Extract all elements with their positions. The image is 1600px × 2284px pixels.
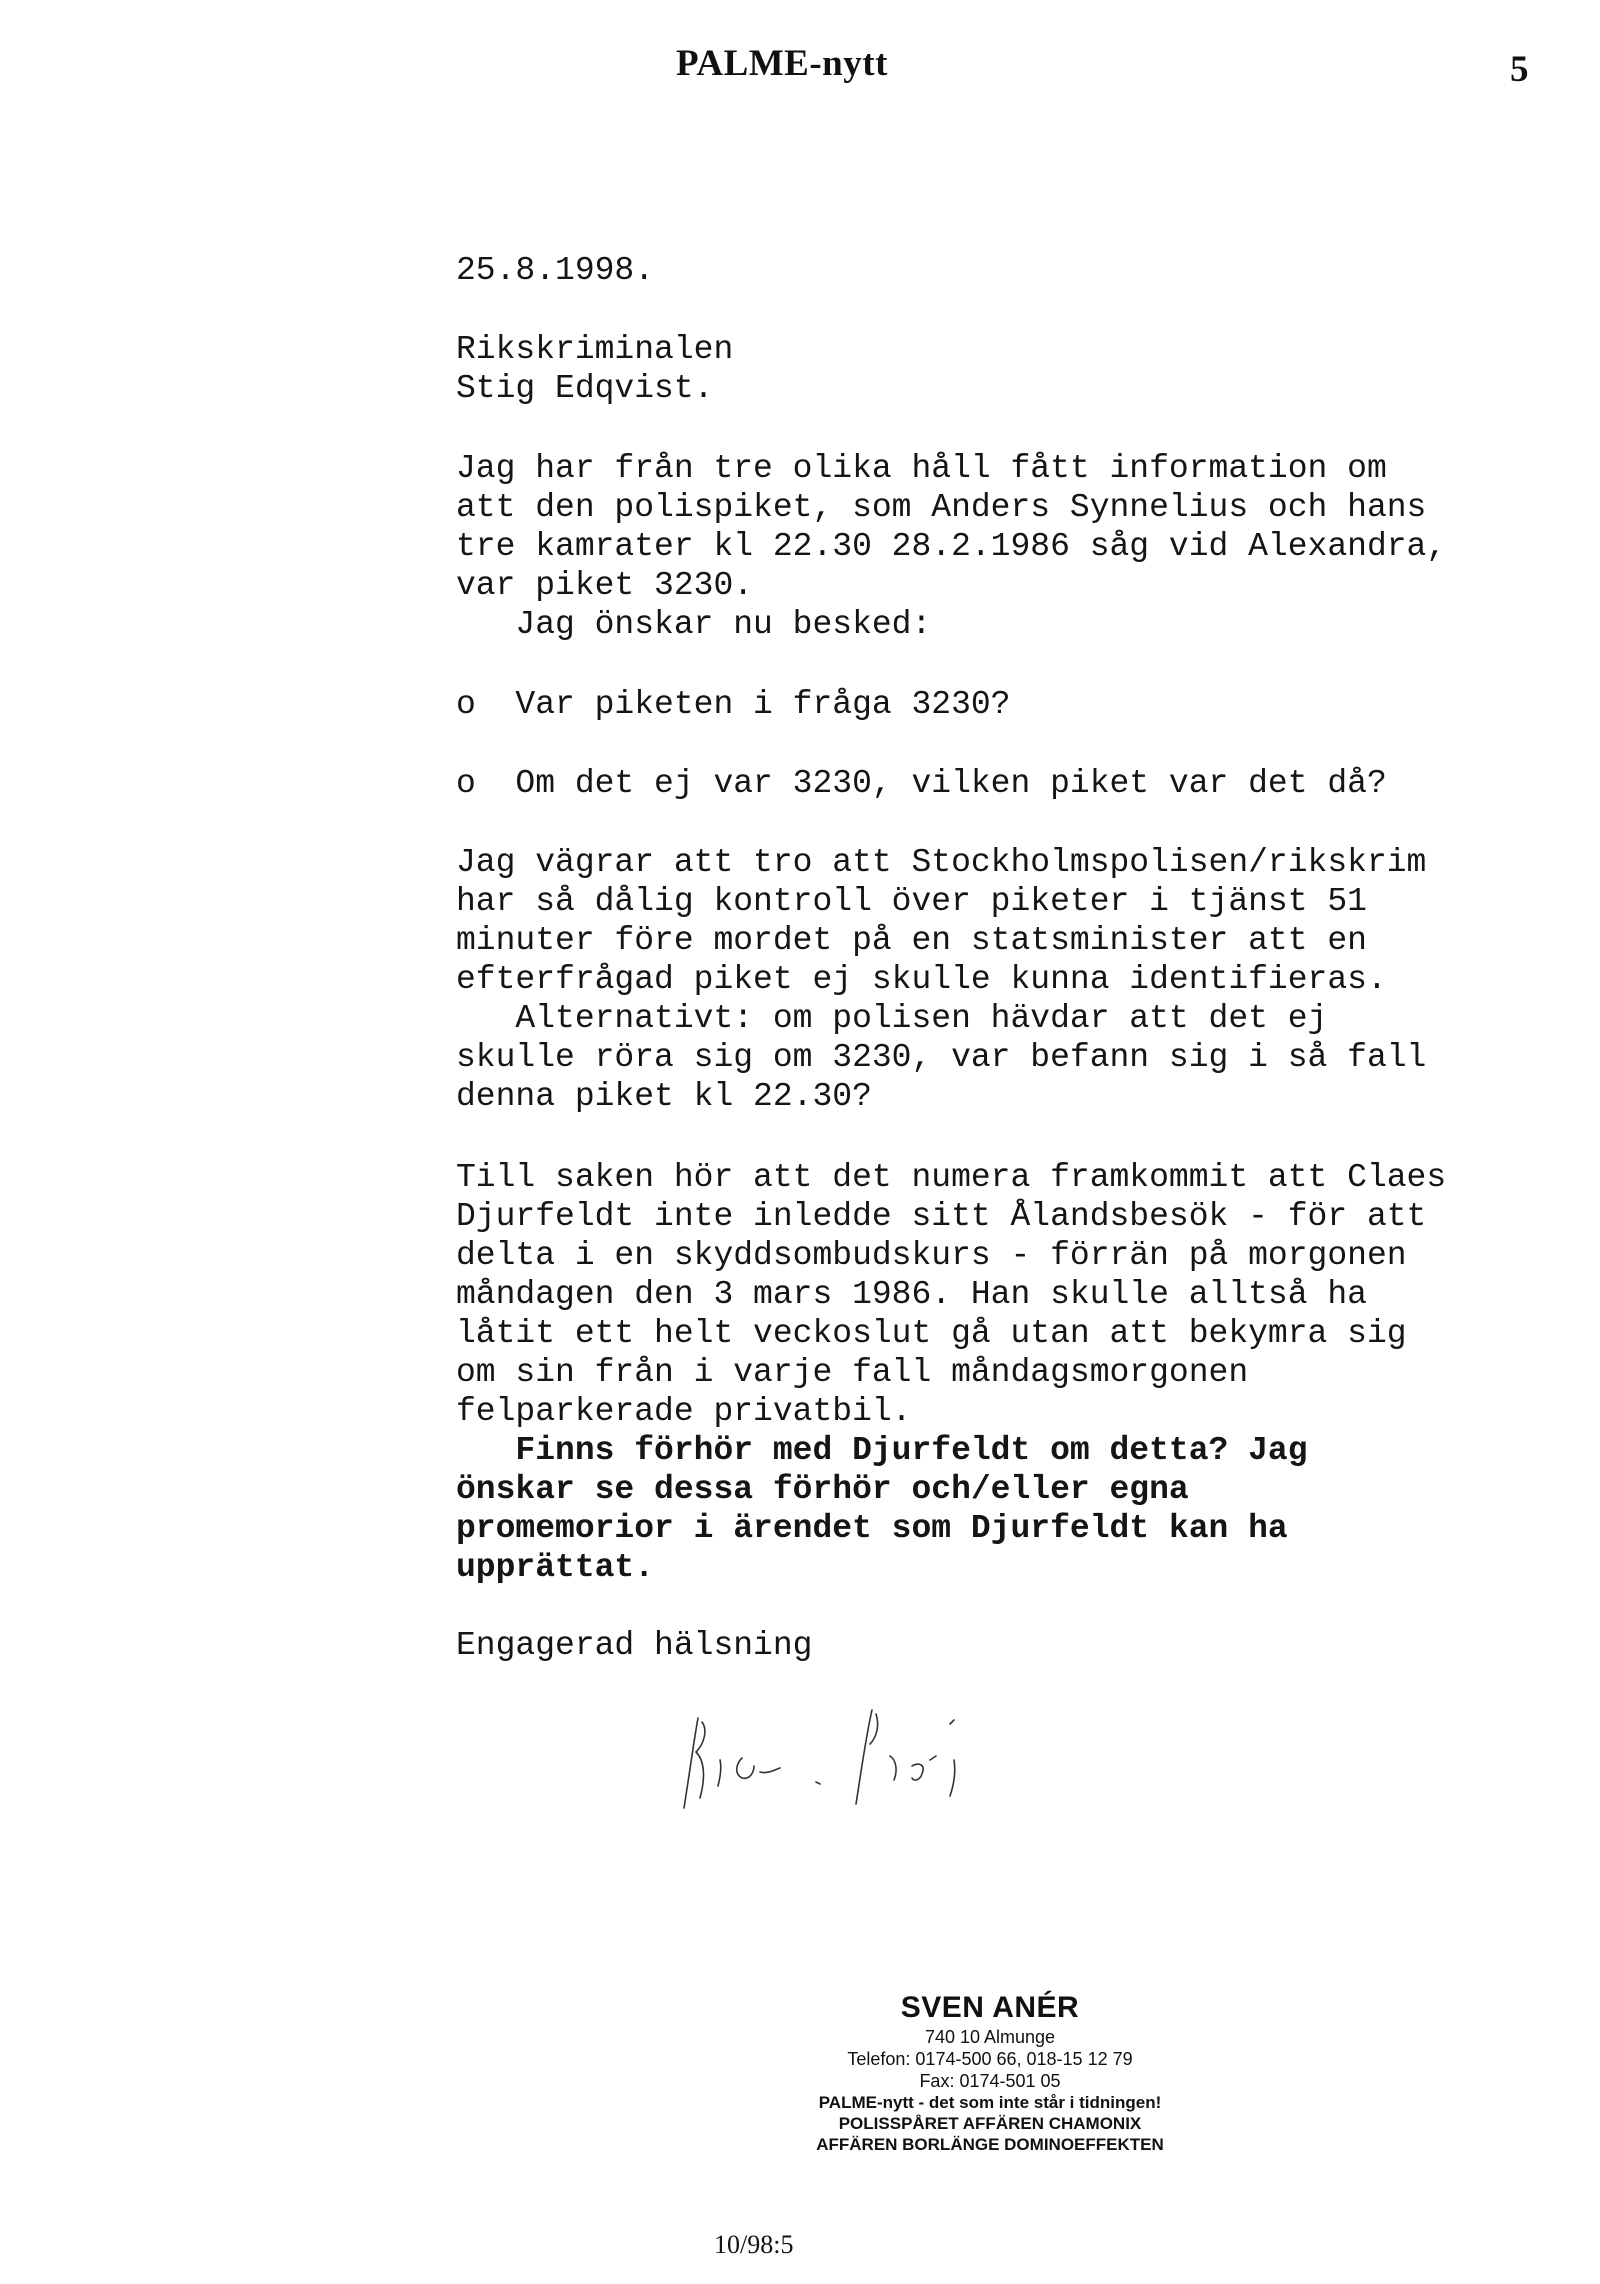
sender-titles: POLISSPÅRET AFFÄREN CHAMONIX: [838, 2114, 1142, 2133]
issue-code: 10/98:5: [714, 2230, 794, 2259]
paragraph-2: Jag vägrar att tro att Stockholmspolisen/rikskrim har så dålig kontroll över piketer i tjänst 51 minuter före mordet på en statsminister att en efterfrågad piket ej skulle kunna identifieras. Alternativt: om polisen hävdar att det ej skulle röra sig om 3230, var befann sig i så fall denna piket kl 22.30?: [456, 844, 1427, 1115]
newsletter-title: PALME-nytt: [676, 43, 888, 84]
paragraph-3: Till saken hör att det numera framkommit att Claes Djurfeldt inte inledde sitt Ålandsbesök - för att delta i en skyddsombudskurs - förrän på morgonen måndagen den 3 mars 1986. Han skulle alltså ha låtit ett helt veckoslut gå utan att bekymra sig om sin från i varje fall måndagsmorgonen felparkerade privatbil.: [456, 1159, 1447, 1430]
paragraph-3-emphasis: Finns förhör med Djurfeldt om detta? Jag önskar se dessa förhör och/eller egna promemorior i ärendet som Djurfeldt kan ha upprättat.: [456, 1432, 1308, 1586]
page-number: 5: [1510, 49, 1529, 90]
bullet-item: o Var piketen i fråga 3230?: [456, 686, 1011, 723]
sender-tagline: PALME-nytt - det som inte står i tidningen!: [818, 2093, 1162, 2112]
handwritten-signature-icon: [650, 1700, 1070, 1830]
sender-name: SVEN ANÉR: [900, 1991, 1080, 2024]
sender-titles: AFFÄREN BORLÄNGE DOMINOEFFEKTEN: [816, 2135, 1164, 2154]
paragraph-1: Jag har från tre olika håll fått information om att den polispiket, som Anders Synnelius och hans tre kamrater kl 22.30 28.2.1986 såg vid Alexandra, var piket 3230. Jag önskar nu besked:: [456, 450, 1447, 643]
sender-fax: Fax: 0174-501 05: [919, 2071, 1061, 2091]
sender-phone: Telefon: 0174-500 66, 018-15 12 79: [847, 2049, 1133, 2069]
recipient-org: Rikskriminalen: [456, 331, 734, 368]
recipient-name: Stig Edqvist.: [456, 370, 714, 407]
sender-address: 740 10 Almunge: [924, 2027, 1056, 2047]
letter-date: 25.8.1998.: [456, 252, 655, 289]
closing-salutation: Engagerad hälsning: [456, 1627, 813, 1664]
sender-contact-block: [770, 1990, 1210, 2155]
bullet-item: o Om det ej var 3230, vilken piket var det då?: [456, 765, 1387, 802]
